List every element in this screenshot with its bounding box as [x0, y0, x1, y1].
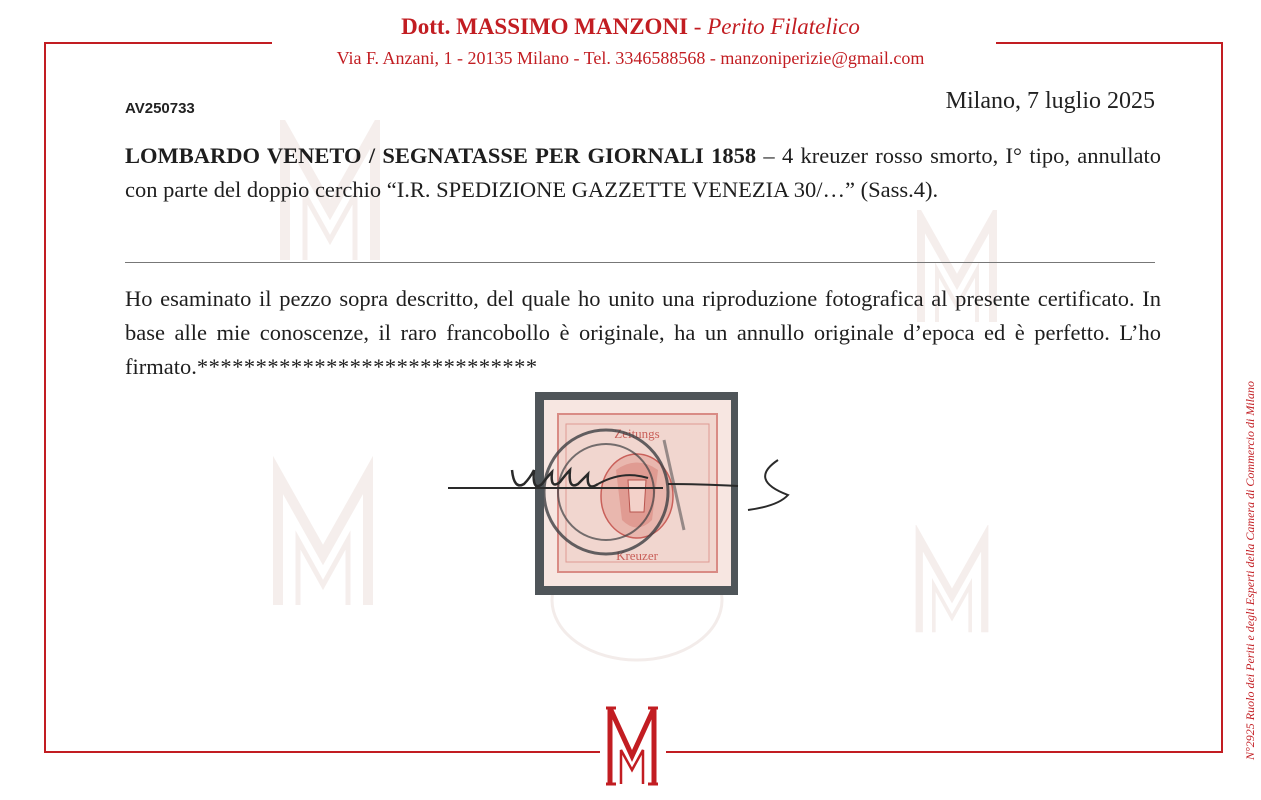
- stamp-description: [125, 139, 1161, 207]
- description-text: – 4 kreuzer rosso smorto, I° tipo, annullato con parte del doppio cerchio “I.R. SPEDIZIONE GAZZETTE VENEZIA 30/…” (Sass.4).: [125, 143, 1161, 202]
- frame-top-right: [996, 42, 1223, 44]
- frame-bottom-left: [44, 751, 600, 753]
- certificate-date: Milano, 7 luglio 2025: [945, 88, 1155, 114]
- stamp-top-text: Zeitungs: [614, 426, 660, 441]
- expert-name: Dott. MASSIMO MANZONI: [401, 14, 689, 39]
- description-title: LOMBARDO VENETO / SEGNATASSE PER GIORNALI 1858: [125, 143, 757, 168]
- watermark-monogram-mid-left: [268, 445, 378, 635]
- expert-declaration: [125, 282, 1161, 384]
- frame-top-left: [44, 42, 272, 44]
- declaration-text: Ho esaminato il pezzo sopra descritto, del quale ho unito una riproduzione fotografica al presente certificato. In base alle mie conoscenze, il raro francobollo è originale, ha un annullo originale d’epoca ed è perfetto. L’ho firmato.: [125, 286, 1161, 379]
- certificate-code: AV250733: [125, 100, 195, 117]
- mm-logo: [604, 700, 660, 790]
- letterhead-address: Via F. Anzani, 1 - 20135 Milano - Tel. 3346588568 - manzoniperizie@gmail.com: [336, 48, 925, 68]
- stamp-bottom-text: Kreuzer: [616, 548, 658, 563]
- title-separator: -: [688, 14, 708, 39]
- letterhead-title: [0, 14, 1261, 40]
- frame-bottom-right: [666, 751, 1223, 753]
- frame-right: [1221, 42, 1223, 753]
- declaration-stars: *****************************: [196, 354, 538, 379]
- section-divider: [125, 262, 1155, 263]
- frame-left: [44, 42, 46, 753]
- expert-role: Perito Filatelico: [707, 14, 860, 39]
- watermark-monogram-mid-right: [912, 525, 992, 645]
- expert-signature: [448, 440, 808, 520]
- side-registry-note: N°2925 Ruolo dei Periti e degli Esperti della Camera di Commercio di Milano: [1243, 381, 1257, 760]
